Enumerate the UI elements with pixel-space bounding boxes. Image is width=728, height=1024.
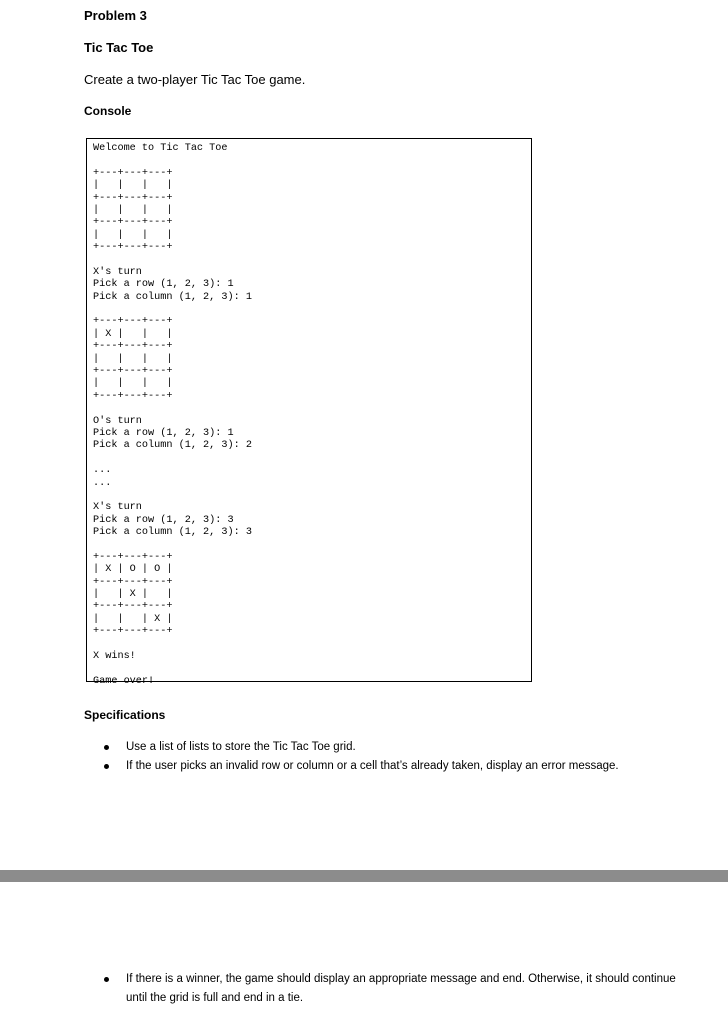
specifications-heading: Specifications: [84, 708, 166, 722]
console-line: | | | |: [93, 204, 173, 216]
console-line: +---+---+---+: [93, 366, 173, 378]
console-line: Pick a row (1, 2, 3): 1: [93, 279, 234, 291]
console-line: [93, 639, 252, 651]
bullet-dot-icon: [104, 745, 109, 750]
console-line: Game over!: [93, 675, 155, 687]
console-line: [93, 255, 252, 267]
console-heading: Console: [84, 104, 132, 118]
console-line: | | | |: [93, 378, 173, 390]
bullet-text: If there is a winner, the game should display an appropriate message and end. Otherwise, it should continue until the grid is full and end in a tie.: [126, 973, 676, 1004]
console-line: Pick a column (1, 2, 3): 1: [93, 291, 252, 303]
console-line: +---+---+---+: [93, 551, 173, 563]
console-line: X's turn: [93, 502, 142, 514]
console-line: X's turn: [93, 266, 142, 278]
console-output-box: [86, 138, 532, 687]
console-line: +---+---+---+: [93, 390, 173, 402]
specifications-list-continued: [104, 970, 684, 1008]
problem-number: Problem 3: [84, 8, 147, 23]
console-line: | | | |: [93, 353, 173, 365]
console-line: [93, 663, 252, 675]
console-line: X wins!: [93, 651, 136, 663]
console-line: | | X | |: [93, 589, 173, 601]
specifications-list: [104, 738, 684, 776]
console-line: Pick a column (1, 2, 3): 2: [93, 440, 252, 452]
console-line: O's turn: [93, 415, 142, 427]
console-line: +---+---+---+: [93, 576, 173, 588]
console-lines: [93, 143, 252, 688]
console-line: | X | | |: [93, 328, 173, 340]
console-line: [93, 453, 252, 465]
console-line: +---+---+---+: [93, 341, 173, 353]
bullet-item: [104, 757, 684, 776]
console-line: Pick a row (1, 2, 3): 1: [93, 427, 234, 439]
bullet-text: If the user picks an invalid row or column or a cell that’s already taken, display an error message.: [126, 760, 619, 772]
console-line: | | | |: [93, 180, 173, 192]
bullet-dot-icon: [104, 977, 109, 982]
console-line: ...: [93, 465, 112, 477]
console-line: Pick a column (1, 2, 3): 3: [93, 527, 252, 539]
problem-title: Tic Tac Toe: [84, 40, 154, 55]
bullet-item: [104, 738, 684, 757]
console-line: +---+---+---+: [93, 601, 173, 613]
console-line: [93, 403, 252, 415]
console-line: | | | |: [93, 229, 173, 241]
problem-description: Create a two-player Tic Tac Toe game.: [84, 72, 306, 87]
console-line: | | | X |: [93, 613, 173, 625]
console-line: +---+---+---+: [93, 626, 173, 638]
page-break-divider: [0, 870, 728, 882]
bullet-item: [104, 970, 684, 1008]
console-line: [93, 304, 252, 316]
console-line: [93, 540, 252, 552]
console-line: +---+---+---+: [93, 217, 173, 229]
console-line: +---+---+---+: [93, 316, 173, 328]
console-line: | X | O | O |: [93, 564, 173, 576]
console-line: Welcome to Tic Tac Toe: [93, 143, 228, 154]
bullet-dot-icon: [104, 764, 109, 769]
bullet-text: Use a list of lists to store the Tic Tac Toe grid.: [126, 741, 356, 753]
console-line: +---+---+---+: [93, 167, 173, 179]
console-line: +---+---+---+: [93, 192, 173, 204]
console-line: [93, 490, 252, 502]
console-line: Pick a row (1, 2, 3): 3: [93, 514, 234, 526]
console-line: +---+---+---+: [93, 242, 173, 254]
console-line: ...: [93, 477, 112, 489]
console-line: [93, 155, 252, 167]
